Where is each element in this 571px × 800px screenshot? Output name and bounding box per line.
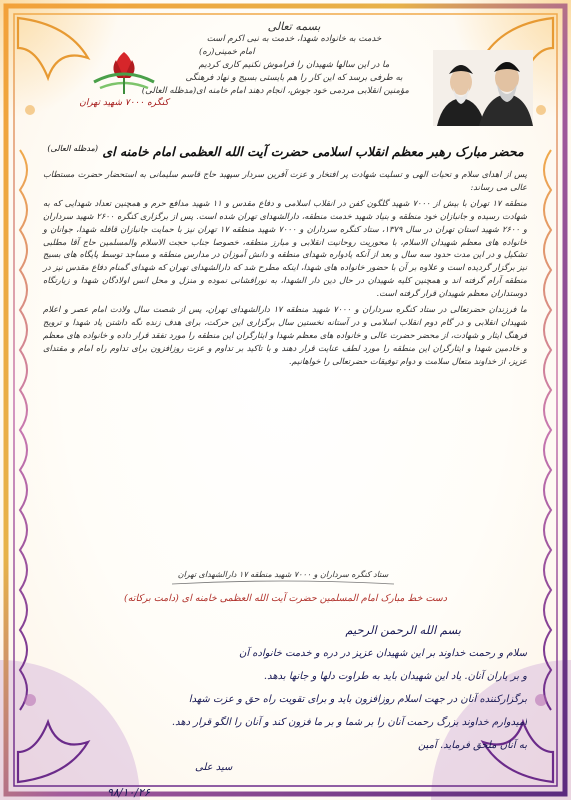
signature-text: ستاد کنگره سرداران و ۷۰۰۰ شهید منطقه ۱۷ دارالشهدای تهران [177, 570, 389, 579]
header-bismillah: بسمه تعالی [267, 20, 321, 33]
title-honorific: (مدظله العالی) [47, 144, 98, 153]
handwritten-bismillah: بسم الله الرحمن الرحیم [345, 623, 461, 637]
letter-content [38, 18, 533, 799]
header-quote-line: ما در این سالها شهیدان را فراموش نکنیم کاری کردیم [198, 60, 390, 70]
handwritten-heading: دست خط مبارک امام المسلمین حضرت آیت الله العظمی خامنه ای (دامت برکاته) [124, 593, 447, 604]
handwritten-signer: سید علی [195, 762, 233, 773]
body-paragraph: ما فرزندان حضرتعالی در ستاد کنگره سرداران و ۷۰۰۰ شهید منطقه ۱۷ دارالشهدای تهران، پس از شصت سال ولادت امام عصر و اعلام شهیدان انقلابی و در گام دوم انقلاب اسلامی و در آستانه نخستین سال برگزاری این حرکت، برای هدف زنده نگه داشتن یاد شهدا و ترویج فرهنگ ایثار و شهادت، از محضر حضرت عالی و خانواده های معظم شهدا و ایثارگران این منطقه را مورد تفقد قرار داده و خانواده های معظم و خادمین شهدا و ایثارگران این منطقه را مورد لطف عنایت قرار دهند و با تاکید بر تداوم و عزت روزافزون برای تداوم راه امام و مقتدای عزیز، از خداوند متعال سلامت و دوام توفیقات حضرتعالی را خواهانیم. [43, 304, 528, 366]
header-quote-line: مؤمنین انقلابی مردمی خود جوش، انجام دهند امام خامنه ای(مدظله العالی) [141, 86, 409, 96]
body-paragraph: پس از اهدای سلام و تحیات الهی و تسلیت شهادت پر افتخار و عزت آفرین سردار سپهبد حاج قاسم سلیمانی به استحضار حضرت مستطاب عالی می رساند: [43, 169, 527, 192]
body-paragraph: منطقه ۱۷ تهران با بیش از ۷۰۰۰ شهید گلگون کفن در انقلاب اسلامی و دفاع مقدس و ۱۱ شهید مدافع حرم و همچنین تعداد شهدایی که به شهادت رسیده و جانبازان خود منظقه و بنیاد شهید خدمت منطقه، دارالشهدای تهران شده است. پس از برگزاری کنگره ۲۶۰۰ شهید سرداران و ۲۶۰۰ شهید استان تهران در سال ۱۳۷۹، ستاد کنگره سرداران و ۷۰۰۰ شهید منطقه ۱۷ تهران نیز با حمایت جانبازان قافله شهدا، جوانان و خانواده های معظم شهیدان الاسلام، با محوریت روحانیت انقلابی و مبارز منطقه، خصوصا جناب حجت الاسلام والمسلمین حاج آقا مطلبی تشکیل و در این مدت حدود سه سال و بعد از آنکه یادواره شهدای منطقه و دانش آموزان در مدارس منطقه و مساجد توسط پایگاه های بسیج نیز برگزار گردیده است و علاوه بر آن با حضور خانواده های شهدا، اینکه مطرح شد که دارالشهدای تهران که شهدای گمنام دفاع مقدس نیز در منطقه آرام گرفته اند و همچنین کلیه شهیدان در حال دین دار الشهدا، به نورافشانی نموده و منزل و محل انس اولادگان شهدا و زیارتگاه دوستداران معظم شهیدان قرار گرفته است. [43, 197, 527, 299]
header-quote-line: خدمت به خانواده شهدا، خدمت به نبی اکرم است [206, 34, 382, 44]
letter-header [38, 18, 533, 138]
handwritten-date: ۹۸/۱۰/۲۶ [107, 786, 150, 799]
letter-body [43, 168, 527, 371]
handwritten-line: و بر یاران آنان. یاد این شهیدان باید به طراوت دلها و جانها بدهد. [263, 671, 527, 682]
handwritten-line: برگزارکننده آنان در جهت اسلام روزافزون باید و برای تقویت راه حق و عزت شهدا [188, 694, 527, 705]
handwritten-line: سلام و رحمت خداوند بر این شهیدان عزیز در دره و خدمت خانواده آن [238, 648, 527, 659]
title-text: محضر مبارک رهبر معظم انقلاب اسلامی حضرت آیت الله العظمی امام خامنه ای [102, 144, 524, 160]
handwritten-line: به آنان ملحق فرماید. آمین [418, 740, 527, 751]
portraits-image [433, 50, 533, 126]
signature-underline [168, 572, 398, 586]
handwritten-line: امیدوارم خداوند بزرگ رحمت آنان را بر شما و بر ما فزون کند و آنان را الگو قرار دهد. [171, 717, 527, 728]
logo-caption: کنگره ۷۰۰۰ شهید تهران [79, 98, 169, 108]
header-quote-line: به طرفی برسد که این کار را هم بایستی بسیج و نهاد فرهنگی [185, 73, 403, 83]
signature-block [168, 570, 398, 586]
tulip-logo-icon [74, 46, 174, 98]
congress-logo [74, 46, 174, 122]
letter-title [38, 144, 533, 159]
header-quote-line: امام خمینی(ره) [199, 47, 255, 57]
header-quotes [141, 20, 409, 98]
handwritten-note [45, 618, 527, 799]
